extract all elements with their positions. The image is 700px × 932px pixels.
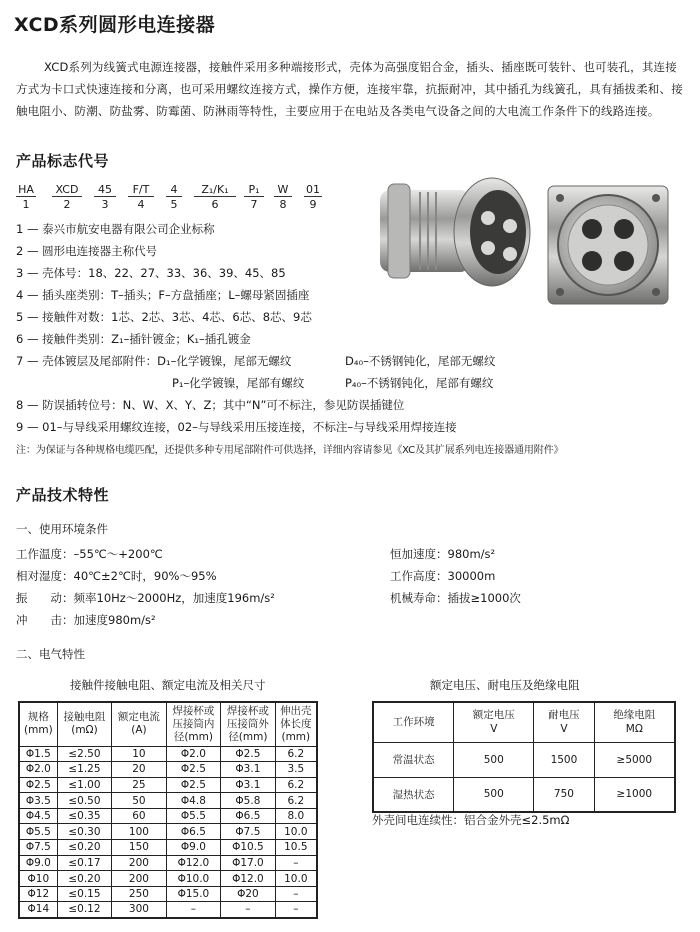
table-cell: – [166,902,220,918]
product-photo [370,162,690,312]
table2-caption: 额定电压、耐电压及绝缘电阻 [430,678,580,692]
table-cell: Φ10.0 [166,871,220,887]
code-cell: HA 1 [16,183,36,211]
code-cell: 45 3 [94,183,116,211]
table-cell: 60 [112,808,166,824]
table-row [19,855,317,871]
table-header-cell: 绝缘电阻 MΩ [594,702,675,742]
table-cell: Φ9.0 [166,840,220,856]
table-cell: Φ12.0 [166,855,220,871]
table-header-cell: 接触电阻 (mΩ) [57,702,111,746]
table-row [19,762,317,778]
table-cell: Φ12.0 [221,871,275,887]
code-item: 7 — 壳体镀层及尾部附件：D₁–化学镀镍，尾部无螺纹 [16,354,292,368]
table-row [373,742,675,777]
env-item: 工作温度：–55℃～+200℃ [16,547,163,561]
table-row [19,793,317,809]
table-cell: Φ2.5 [19,777,57,793]
table-cell: 50 [112,793,166,809]
voltage-table [372,701,676,813]
table-row [19,871,317,887]
page-title: XCD系列圆形电连接器 [14,14,216,36]
code-item: 3 — 壳体号：18、22、27、33、36、39、45、85 [16,266,286,280]
table-cell: 500 [454,742,534,777]
table-cell: ≤0.30 [57,824,111,840]
env-heading: 一、使用环境条件 [16,522,108,536]
table-header-row [19,702,317,746]
table-cell: 湿热状态 [373,777,454,812]
table-cell: 20 [112,762,166,778]
table-cell: 6.2 [275,777,317,793]
table-cell: ≤1.25 [57,762,111,778]
table-cell: 8.0 [275,808,317,824]
table-cell: Φ7.5 [19,840,57,856]
section-heading-code: 产品标志代号 [16,152,110,170]
table-cell: 100 [112,824,166,840]
table-row [19,777,317,793]
code-item: 5 — 接触件对数：1芯、2芯、3芯、4芯、6芯、8芯、9芯 [16,310,312,324]
code-item: 6 — 接触件类别：Z₁–插针镀金；K₁–插孔镀金 [16,332,251,346]
env-item: 恒加速度：980m/s² [390,547,496,561]
env-item: 振 动：频率10Hz～2000Hz，加速度196m/s² [16,591,275,605]
table-cell: 10.0 [275,871,317,887]
table-cell: – [275,855,317,871]
table-header-cell: 额定电压 V [454,702,534,742]
note-text: 注：为保证与各种规格电缆匹配，还提供多种专用尾部附件可供选择，详细内容请参见《XC及其扩展系列电连接器通用附件》 [16,445,564,456]
table-cell: ≤0.50 [57,793,111,809]
table-header-cell: 工作环境 [373,702,454,742]
table-cell: Φ2.5 [221,746,275,762]
table-cell: ≤0.20 [57,840,111,856]
table-cell: ≥5000 [594,742,675,777]
table1-caption: 接触件接触电阻、额定电流及相关尺寸 [70,678,266,692]
section-heading-tech: 产品技术特性 [16,486,110,504]
table-row [19,746,317,762]
table-cell: Φ6.5 [166,824,220,840]
code-cell: W 8 [274,183,292,211]
table-cell: Φ4.5 [19,808,57,824]
code-item: 1 — 泰兴市航安电器有限公司企业标称 [16,222,215,236]
table-cell: Φ1.5 [19,746,57,762]
table-row [19,902,317,918]
table-cell: Φ12 [19,886,57,902]
table-header-cell: 焊接杯或 压接筒外 径(mm) [221,702,275,746]
table-row [19,824,317,840]
table-row [19,886,317,902]
code-item-right: D₄₀–不锈钢钝化，尾部无螺纹 [345,354,496,368]
table-cell: – [275,902,317,918]
table-cell: Φ6.5 [221,808,275,824]
table-cell: – [221,902,275,918]
elec-heading: 二、电气特性 [16,647,85,661]
table-cell: 200 [112,871,166,887]
table-cell: ≤0.17 [57,855,111,871]
code-item: 9 — 01–与导线采用螺纹连接，02–与导线采用压接连接，不标注–与导线采用焊接连接 [16,420,457,434]
intro-paragraph: XCD系列为线簧式电源连接器，接触件采用多种端接形式，壳体为高强度铝合金，插头、插座既可装针、也可装孔，其连接方式为卡口式快速连接和分离，也可采用螺纹连接方式，操作方便，连接牢靠，抗振耐冲，其中插孔为线簧孔，具有插拔柔和、接触电阻小、防潮、防盐雾、防霉菌、防淋雨等特性，主要应用于在电站及各类电气设备之间的大电流工作条件下的线路连接。 [16,60,683,118]
table-cell: Φ5.5 [166,808,220,824]
table-cell: 1500 [534,742,594,777]
env-item: 冲 击：加速度980m/s² [16,613,156,627]
env-item: 相对湿度：40℃±2℃时，90%～95% [16,569,217,583]
table-row [373,777,675,812]
code-diagram [16,183,346,213]
code-item: P₁–化学镀镍，尾部有螺纹 [172,376,305,390]
code-item: 2 — 圆形电连接器主称代号 [16,244,158,258]
table-cell: ≤2.50 [57,746,111,762]
table-cell: ≤0.35 [57,808,111,824]
table-cell: ≤0.20 [57,871,111,887]
table-cell: 250 [112,886,166,902]
table-row [19,808,317,824]
table-cell: Φ3.1 [221,762,275,778]
table-cell: Φ7.5 [221,824,275,840]
table-cell: 300 [112,902,166,918]
table-cell: Φ15.0 [166,886,220,902]
table-cell: 10 [112,746,166,762]
table-cell: Φ2.5 [166,762,220,778]
code-item: 8 — 防误插转位号：N、W、X、Y、Z；其中“N”可不标注，参见防误插键位 [16,398,405,412]
table-header-row [373,702,675,742]
table-row [19,840,317,856]
table-cell: Φ3.1 [221,777,275,793]
table-cell: ≥1000 [594,777,675,812]
resistance-table [18,701,318,919]
env-item: 工作高度：30000m [390,569,496,583]
table-header-cell: 规格 (mm) [19,702,57,746]
code-cell: XCD 2 [52,183,82,211]
table-cell: Φ3.5 [19,793,57,809]
table-cell: Φ5.5 [19,824,57,840]
env-item: 机械寿命：插拔≥1000次 [390,591,521,605]
table-cell: 10.5 [275,840,317,856]
table-cell: Φ5.8 [221,793,275,809]
table-cell: 6.2 [275,746,317,762]
table-cell: Φ2.0 [19,762,57,778]
table-cell: Φ10 [19,871,57,887]
table-cell: 500 [454,777,534,812]
code-cell: F/T 4 [128,183,154,211]
code-item: 4 — 插头座类别：T–插头；F–方盘插座；L–螺母紧固插座 [16,288,310,302]
table-cell: 25 [112,777,166,793]
table-cell: ≤1.00 [57,777,111,793]
table-cell: Φ2.0 [166,746,220,762]
table-cell: Φ20 [221,886,275,902]
table-cell: 3.5 [275,762,317,778]
table-cell: – [275,886,317,902]
code-cell: 01 9 [306,183,320,211]
table-cell: Φ17.0 [221,855,275,871]
plug-image [380,178,530,286]
shell-continuity-note: 外壳间电连续性：铝合金外壳≤2.5mΩ [372,813,570,827]
table-header-cell: 焊接杯或 压接筒内 径(mm) [166,702,220,746]
table-cell: 常温状态 [373,742,454,777]
table-cell: Φ9.0 [19,855,57,871]
table-cell: Φ4.8 [166,793,220,809]
table-cell: Φ14 [19,902,57,918]
table-cell: 750 [534,777,594,812]
table-cell: 200 [112,855,166,871]
code-cell: Z₁/K₁ 6 [194,183,236,211]
code-item-right: P₄₀–不锈钢钝化，尾部有螺纹 [345,376,494,390]
table-cell: ≤0.12 [57,902,111,918]
code-cell: 4 5 [166,183,182,211]
table-header-cell: 耐电压 V [534,702,594,742]
table-cell: Φ2.5 [166,777,220,793]
table-cell: 6.2 [275,793,317,809]
table-header-cell: 伸出壳 体长度 (mm) [275,702,317,746]
code-cell: P₁ 7 [244,183,264,211]
table-cell: 10.0 [275,824,317,840]
socket-image [548,186,668,304]
table-cell: Φ10.5 [221,840,275,856]
table-cell: 150 [112,840,166,856]
table-cell: ≤0.15 [57,886,111,902]
table-header-cell: 额定电流 (A) [112,702,166,746]
